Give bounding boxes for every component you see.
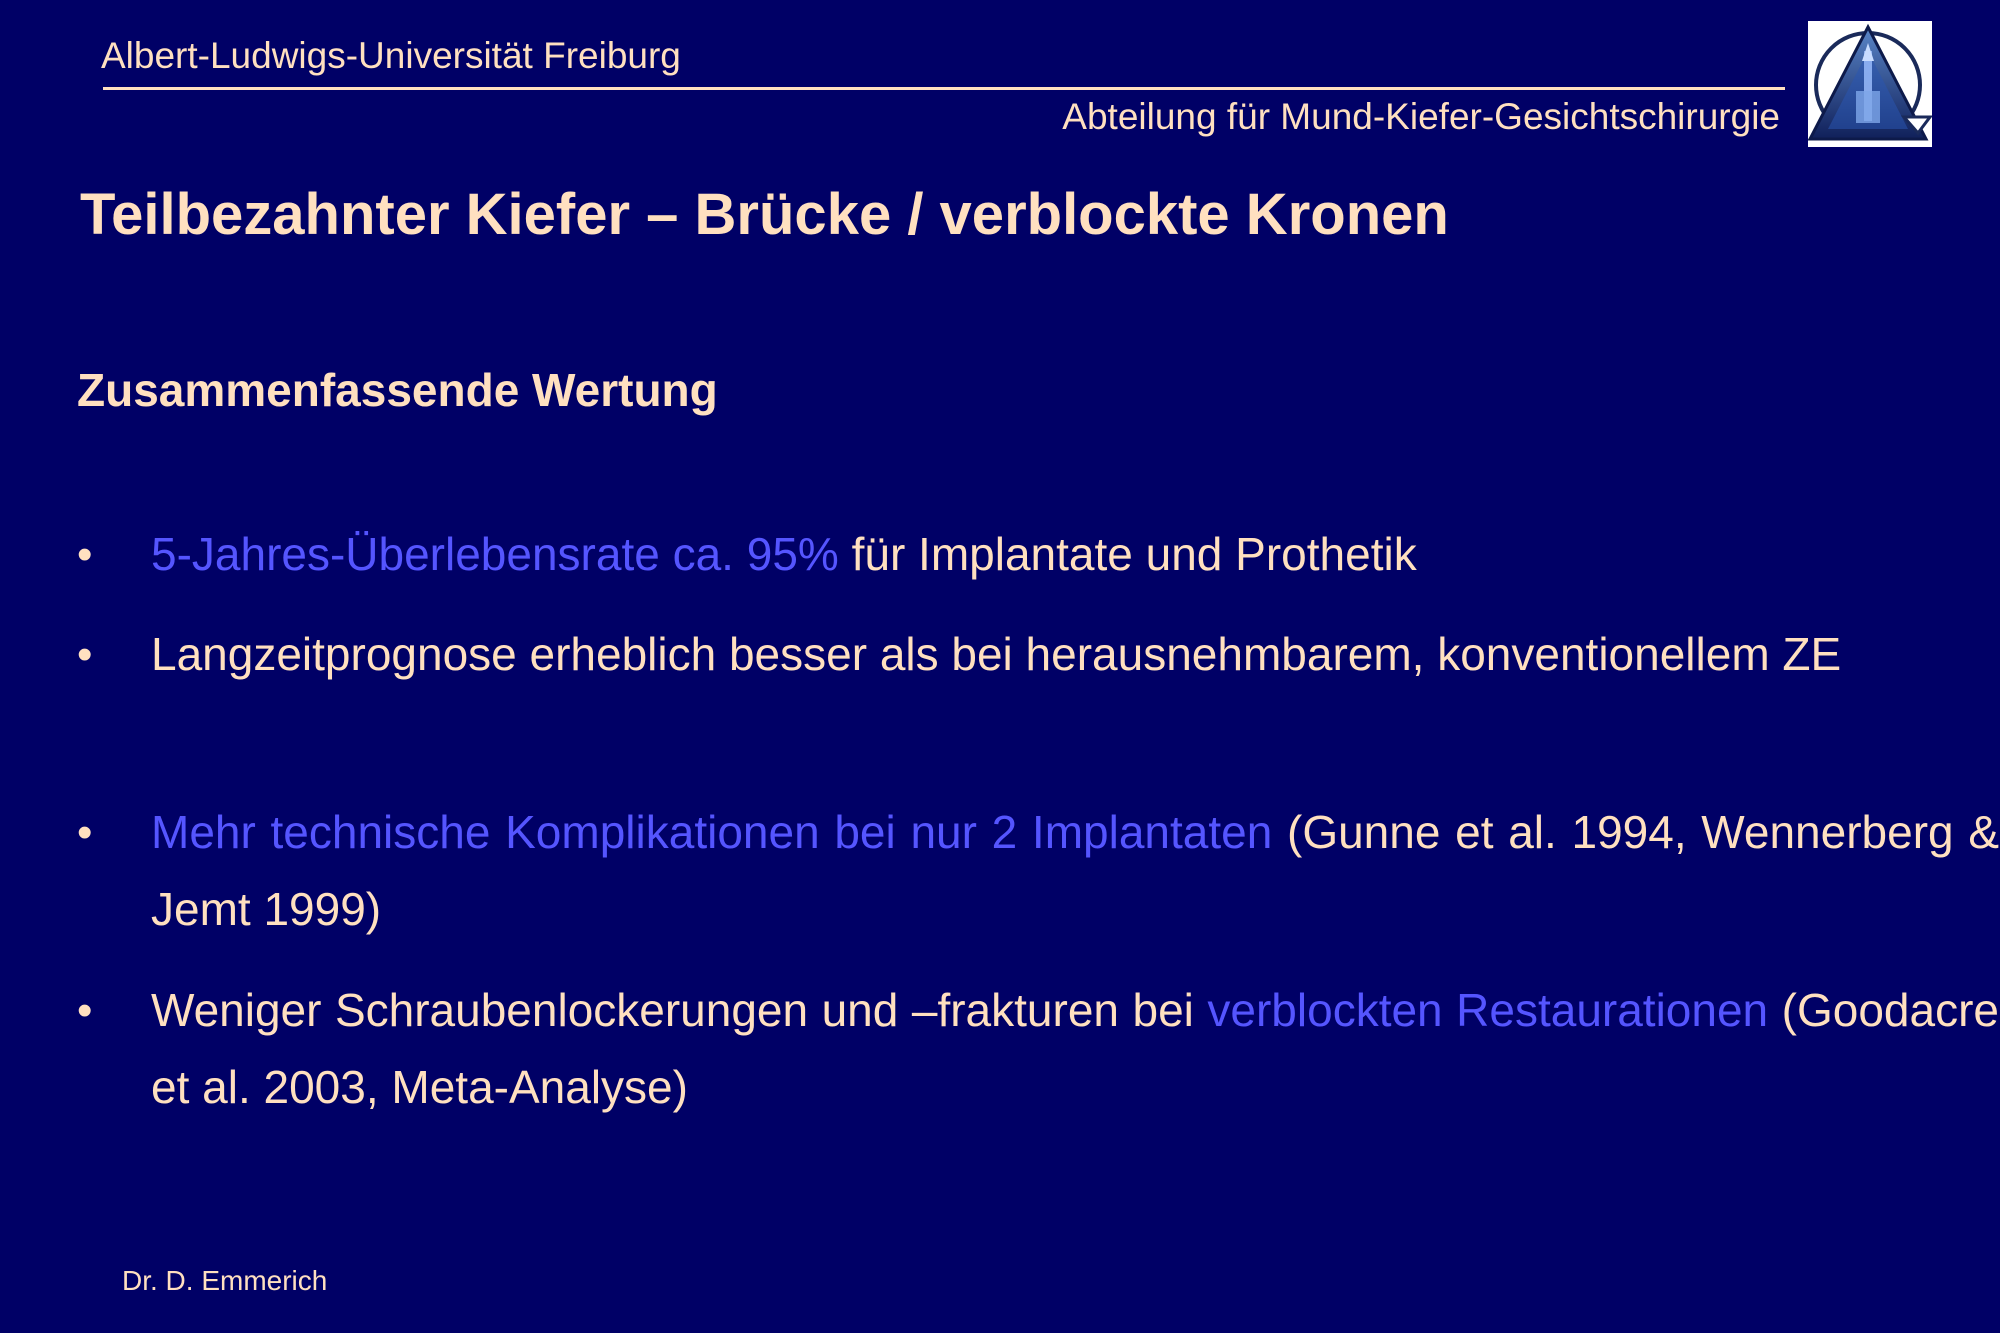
- highlighted-text: Mehr technische Komplikationen bei nur 2 Implantaten: [151, 806, 1273, 858]
- highlighted-text: 5-Jahres-Überlebensrate ca. 95%: [151, 528, 839, 580]
- bullet-dot: •: [77, 986, 93, 1035]
- bullet-text: [151, 516, 1999, 593]
- bullet-text-rest: (Goodacre et al. 2003, Meta-Analyse): [151, 984, 1999, 1113]
- bullet-dot: •: [77, 808, 93, 857]
- university-name: Albert-Ludwigs-Universität Freiburg: [101, 35, 681, 76]
- header-divider: [103, 87, 1785, 90]
- bullet-text-rest: (Gunne et al. 1994, Wennerberg & Jemt 1999): [151, 806, 2000, 935]
- bullet-text: Langzeitprognose erheblich besser als bei herausnehmbarem, konventionellem ZE: [151, 628, 1842, 680]
- university-seal-icon: [1808, 21, 1932, 147]
- bullet-text: [151, 972, 1999, 1126]
- bullet-dot: •: [77, 630, 93, 679]
- slide-title: Teilbezahnter Kiefer – Brücke / verblockte Kronen: [80, 182, 1449, 247]
- bullet-text: [151, 794, 1999, 948]
- highlighted-text: verblockten Restaurationen: [1207, 984, 1769, 1036]
- bullet-text-rest: für Implantate und Prothetik: [838, 528, 1417, 580]
- department-name: Abteilung für Mund-Kiefer-Gesichtschirurgie: [1062, 96, 1780, 137]
- footer-author: Dr. D. Emmerich: [122, 1265, 328, 1296]
- slide-subtitle: Zusammenfassende Wertung: [77, 364, 718, 416]
- bullet-text-start: Weniger Schraubenlockerungen und –frakturen bei: [151, 984, 1208, 1036]
- bullet-dot: •: [77, 530, 93, 579]
